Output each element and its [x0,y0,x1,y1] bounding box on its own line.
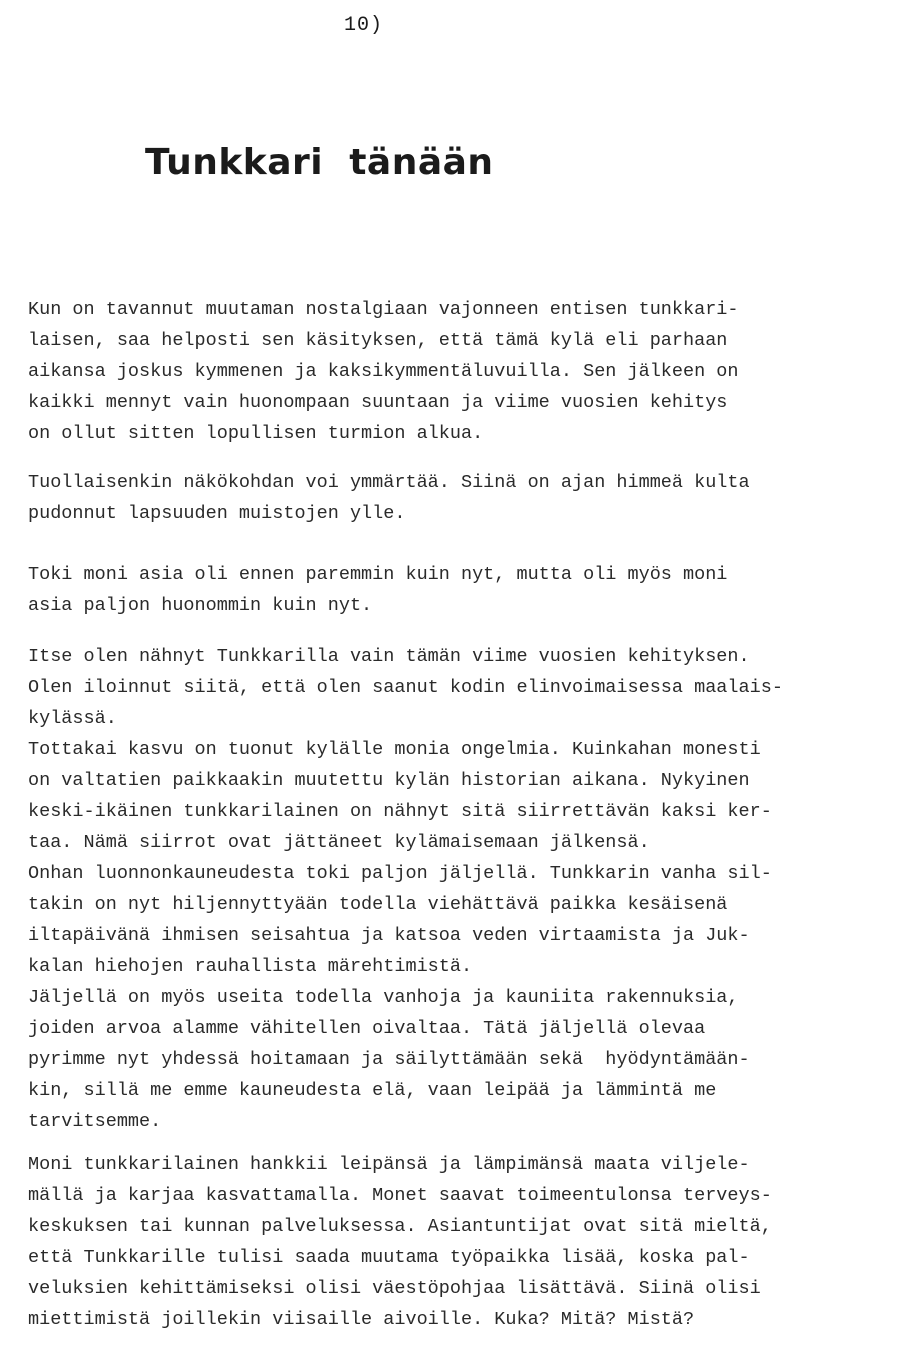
paragraph-4 [28,641,783,1137]
page-title: Tunkkari tänään [145,142,494,183]
text-line: Itse olen nähnyt Tunkkarilla vain tämän viime vuosien kehityksen. [28,646,750,667]
text-line: mällä ja karjaa kasvattamalla. Monet saavat toimeentulonsa terveys- [28,1185,772,1206]
text-line: miettimistä joillekin viisaille aivoille. Kuka? Mitä? Mistä? [28,1309,695,1330]
text-line: aikansa joskus kymmenen ja kaksikymmentäluvuilla. Sen jälkeen on [28,361,739,382]
text-line: taa. Nämä siirrot ovat jättäneet kylämaisemaan jälkensä. [28,832,650,853]
text-line: Olen iloinnut siitä, että olen saanut kodin elinvoimaisessa maalais- [28,677,783,698]
text-line: kylässä. [28,708,117,729]
text-line: Toki moni asia oli ennen paremmin kuin nyt, mutta oli myös moni [28,564,728,585]
text-line: veluksien kehittämiseksi olisi väestöpohjaa lisättävä. Siinä olisi [28,1278,761,1299]
text-line: Jäljellä on myös useita todella vanhoja ja kauniita rakennuksia, [28,987,739,1008]
paragraph-2 [28,467,750,529]
text-line: on valtatien paikkaakin muutettu kylän historian aikana. Nykyinen [28,770,750,791]
text-line: Tottakai kasvu on tuonut kylälle monia ongelmia. Kuinkahan monesti [28,739,761,760]
text-line: pudonnut lapsuuden muistojen ylle. [28,503,406,524]
page-number: 10) [344,14,384,37]
paragraph-1 [28,294,739,449]
text-line: tarvitsemme. [28,1111,162,1132]
text-line: on ollut sitten lopullisen turmion alkua. [28,423,484,444]
text-line: pyrimme nyt yhdessä hoitamaan ja säilyttämään sekä hyödyntämään- [28,1049,750,1070]
text-line: Moni tunkkarilainen hankkii leipänsä ja lämpimänsä maata viljele- [28,1154,750,1175]
text-line: keski-ikäinen tunkkarilainen on nähnyt sitä siirrettävän kaksi ker- [28,801,772,822]
text-line: iltapäivänä ihmisen seisahtua ja katsoa veden virtaamista ja Juk- [28,925,750,946]
text-line: Onhan luonnonkauneudesta toki paljon jäljellä. Tunkkarin vanha sil- [28,863,772,884]
text-line: Kun on tavannut muutaman nostalgiaan vajonneen entisen tunkkari- [28,299,739,320]
text-line: asia paljon huonommin kuin nyt. [28,595,373,616]
text-line: joiden arvoa alamme vähitellen oivaltaa. Tätä jäljellä olevaa [28,1018,706,1039]
text-line: kin, sillä me emme kauneudesta elä, vaan leipää ja lämmintä me [28,1080,717,1101]
text-line: takin on nyt hiljennyttyään todella viehättävä paikka kesäisenä [28,894,728,915]
paragraph-3 [28,559,727,621]
text-line: että Tunkkarille tulisi saada muutama työpaikka lisää, koska pal- [28,1247,750,1268]
paragraph-5 [28,1149,772,1335]
text-line: laisen, saa helposti sen käsityksen, että tämä kylä eli parhaan [28,330,728,351]
text-line: Tuollaisenkin näkökohdan voi ymmärtää. Siinä on ajan himmeä kulta [28,472,750,493]
text-line: kalan hiehojen rauhallista märehtimistä. [28,956,473,977]
text-line: keskuksen tai kunnan palveluksessa. Asiantuntijat ovat sitä mieltä, [28,1216,772,1237]
text-line: kaikki mennyt vain huonompaan suuntaan ja viime vuosien kehitys [28,392,728,413]
